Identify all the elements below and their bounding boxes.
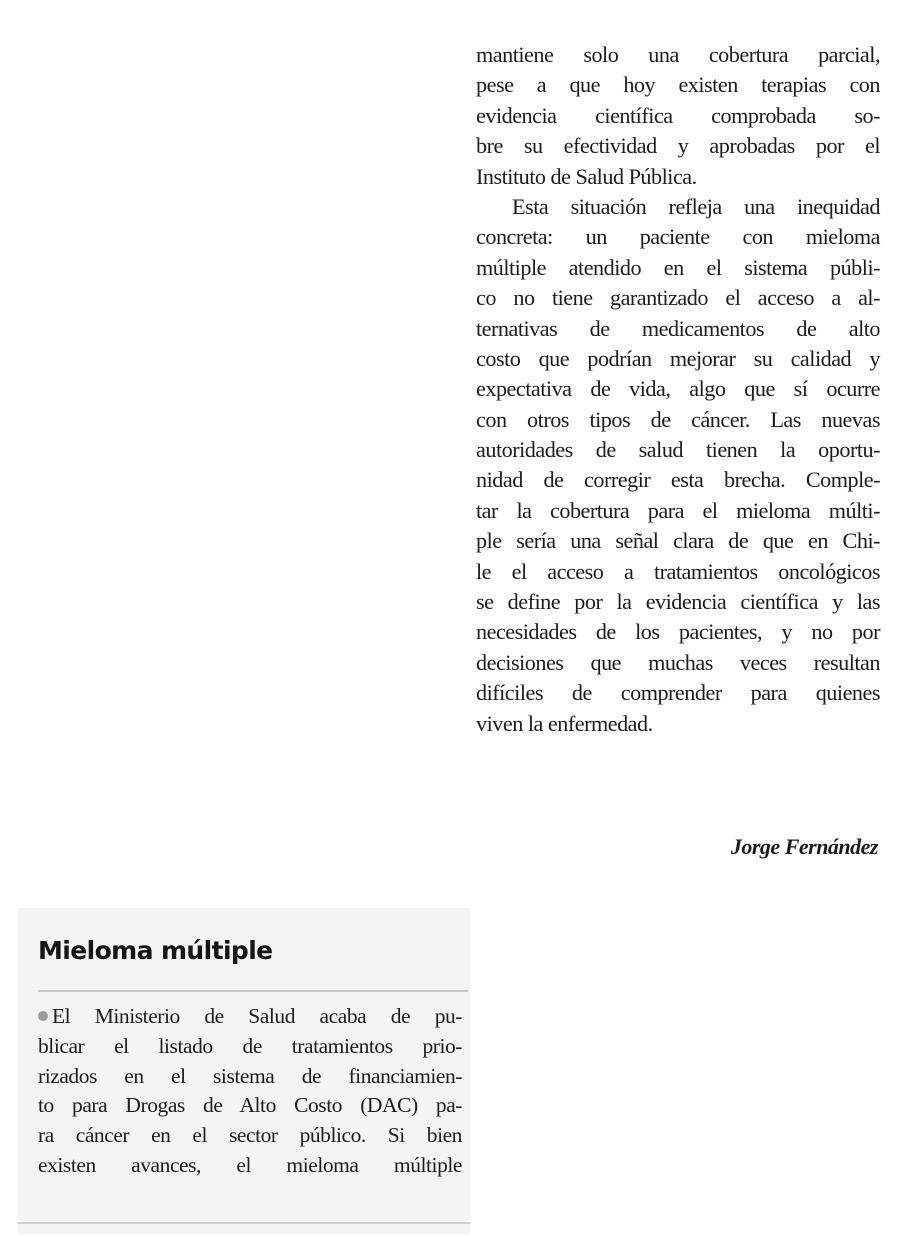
sidebar-line: blicar el listado de tratamientos prio- <box>38 1033 462 1058</box>
article-line: con otros tipos de cáncer. Las nuevas <box>476 406 880 432</box>
article-line: concreta: un paciente con mieloma <box>476 224 880 250</box>
article-line: ternativas de medicamentos de alto <box>476 315 880 341</box>
sidebar-line: to para Drogas de Alto Costo (DAC) pa- <box>38 1093 462 1118</box>
article-line: ple sería una señal clara de que en Chi- <box>476 528 880 554</box>
article-line: tar la cobertura para el mieloma múlti- <box>476 497 880 523</box>
sidebar-line <box>38 1002 462 1032</box>
sidebar-line-text: El Ministerio de Salud acaba de pu- <box>52 1004 462 1028</box>
article-line: le el acceso a tratamientos oncológicos <box>476 558 880 584</box>
sidebar-line: existen avances, el mieloma múltiple <box>38 1152 462 1177</box>
sidebar-bottom-rule <box>18 1222 470 1224</box>
sidebar-divider <box>38 990 468 992</box>
article-line: costo que podrían mejorar su calidad y <box>476 345 880 371</box>
article-body <box>476 40 880 739</box>
article-line: viven la enfermedad. <box>476 710 653 736</box>
sidebar-text <box>38 1002 462 1181</box>
article-line: bre su efectividad y aprobadas por el <box>476 133 880 159</box>
author-signature: Jorge Fernández <box>730 834 878 859</box>
sidebar-line: ra cáncer en el sector público. Si bien <box>38 1123 462 1148</box>
sidebar-title: Mieloma múltiple <box>38 936 273 965</box>
article-line: se define por la evidencia científica y las <box>476 589 880 615</box>
article-line: Esta situación refleja una inequidad <box>512 193 880 219</box>
article-line: autoridades de salud tienen la oportu- <box>476 437 880 463</box>
bullet-icon <box>38 1011 48 1021</box>
article-line: múltiple atendido en el sistema públi- <box>476 254 880 280</box>
article-line: expectativa de vida, algo que sí ocurre <box>476 376 880 402</box>
sidebar-box <box>18 908 470 1234</box>
article-line: mantiene solo una cobertura parcial, <box>476 42 880 67</box>
article-line: Instituto de Salud Pública. <box>476 163 697 189</box>
article-line: pese a que hoy existen terapias con <box>476 72 880 98</box>
article-line: necesidades de los pacientes, y no por <box>476 619 880 645</box>
article-line: difíciles de comprender para quienes <box>476 680 880 706</box>
article-line: co no tiene garantizado el acceso a al- <box>476 285 880 311</box>
article-line: nidad de corregir esta brecha. Comple- <box>476 467 880 493</box>
article-line: decisiones que muchas veces resultan <box>476 649 880 675</box>
article-line: evidencia científica comprobada so- <box>476 102 880 128</box>
sidebar-line: rizados en el sistema de financiamien- <box>38 1063 462 1088</box>
